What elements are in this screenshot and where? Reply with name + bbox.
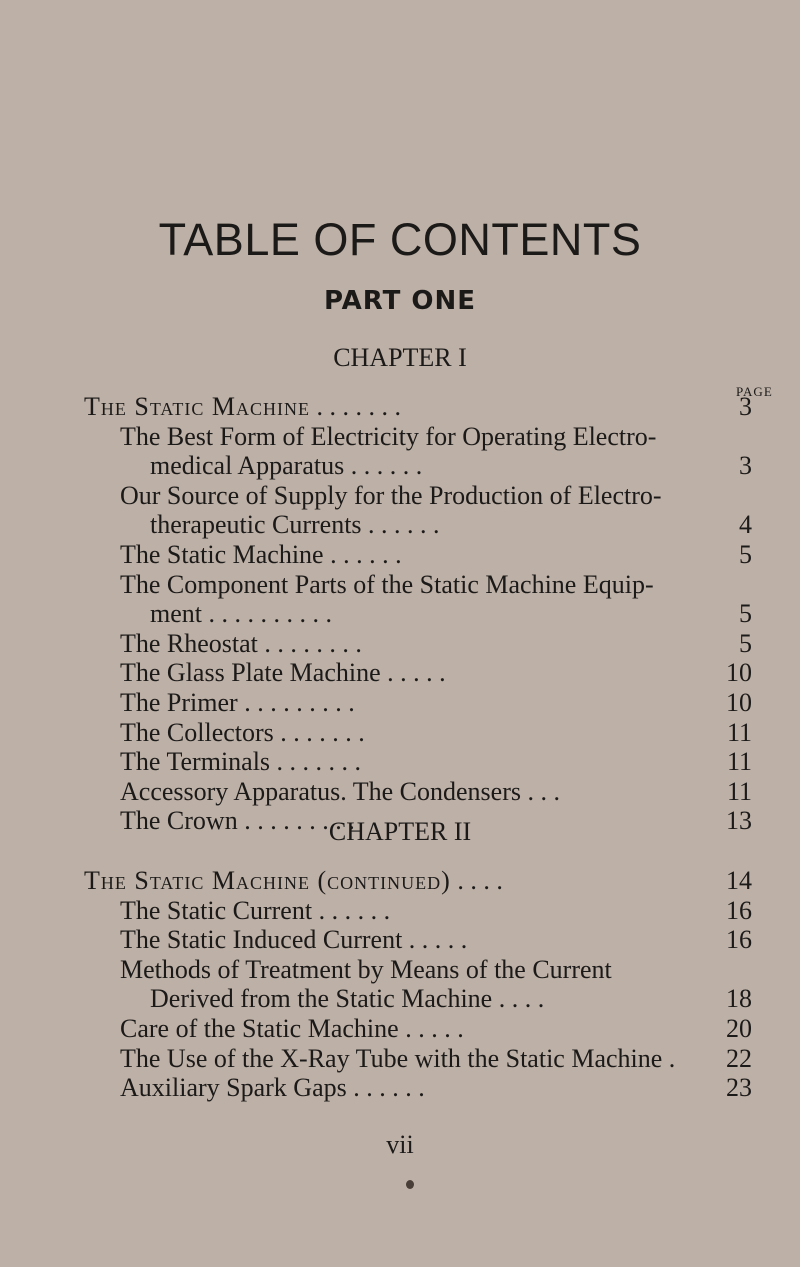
toc-page-number: 14 bbox=[726, 866, 752, 895]
toc-leader-dots: . . . . . . . bbox=[310, 392, 401, 421]
toc-entry-title: Methods of Treatment by Means of the Current bbox=[120, 955, 612, 984]
toc-entry bbox=[150, 599, 332, 629]
toc-entry bbox=[120, 658, 446, 688]
toc-entry bbox=[120, 1044, 675, 1074]
toc-entry-title: Care of the Static Machine bbox=[120, 1014, 399, 1043]
toc-leader-dots: . . . . . . bbox=[346, 1073, 425, 1102]
page-title: TABLE OF CONTENTS bbox=[158, 214, 642, 265]
toc-entry bbox=[120, 540, 402, 570]
chapter-heading: CHAPTER I bbox=[333, 343, 467, 372]
toc-entry bbox=[120, 718, 365, 748]
toc-leader-dots: . . . . . . bbox=[344, 451, 423, 480]
toc-entry-title: The Static Current bbox=[120, 896, 313, 925]
toc-entry-title: medical Apparatus bbox=[150, 451, 345, 480]
toc-leader-dots: . . . . . . bbox=[361, 510, 440, 539]
toc-page-number: 5 bbox=[739, 540, 752, 569]
toc-page-number: 5 bbox=[739, 629, 752, 658]
toc-page-number: 11 bbox=[726, 747, 752, 776]
toc-page-number: 16 bbox=[726, 925, 752, 954]
toc-entry bbox=[150, 510, 440, 540]
toc-entry bbox=[120, 1014, 464, 1044]
toc-page-number: 11 bbox=[726, 777, 752, 806]
toc-page-number: 3 bbox=[739, 451, 752, 480]
toc-entry bbox=[84, 866, 503, 896]
toc-leader-dots: . . . . . . . . bbox=[257, 629, 362, 658]
toc-entry-title: The Rheostat bbox=[120, 629, 258, 658]
toc-page-number: 3 bbox=[739, 392, 752, 421]
toc-page-number: 20 bbox=[726, 1014, 752, 1043]
toc-entry-title: The Best Form of Electricity for Operating Electro- bbox=[120, 422, 657, 451]
toc-leader-dots: . . . . . bbox=[380, 658, 446, 687]
toc-page-number: 22 bbox=[726, 1044, 752, 1073]
toc-entry-title: The Static Machine bbox=[84, 392, 310, 421]
toc-entry-title: therapeutic Currents bbox=[150, 510, 362, 539]
toc-entry bbox=[120, 955, 612, 985]
toc-entry-title: The Use of the X-Ray Tube with the Static Machine bbox=[120, 1044, 663, 1073]
toc-page-number: 5 bbox=[739, 599, 752, 628]
toc-page-number: 10 bbox=[726, 658, 752, 687]
toc-leader-dots: . . . . . . . . . bbox=[237, 806, 355, 835]
toc-entry-title: Auxiliary Spark Gaps bbox=[120, 1073, 347, 1102]
toc-leader-dots: . . . . . bbox=[398, 1014, 464, 1043]
toc-entry bbox=[120, 1073, 425, 1103]
toc-entry-title: The Collectors bbox=[120, 718, 274, 747]
toc-leader-dots: . . . . . . bbox=[323, 540, 402, 569]
toc-leader-dots: . . . . . . . bbox=[270, 747, 362, 776]
toc-entry bbox=[150, 451, 422, 481]
toc-leader-dots: . . . . bbox=[492, 984, 545, 1013]
toc-leader-dots: . . . . . bbox=[402, 925, 468, 954]
toc-entry bbox=[120, 688, 355, 718]
toc-page-number: 16 bbox=[726, 896, 752, 925]
toc-entry-title: Derived from the Static Machine bbox=[150, 984, 493, 1013]
ink-speck bbox=[406, 1180, 414, 1189]
toc-entry bbox=[120, 925, 467, 955]
toc-page-number: 18 bbox=[726, 984, 752, 1013]
toc-entry-title: The Static Induced Current bbox=[120, 925, 403, 954]
toc-leader-dots: . . . . . . . . . . bbox=[202, 599, 332, 628]
toc-entry bbox=[120, 629, 362, 659]
toc-entry-title: The Glass Plate Machine bbox=[120, 658, 381, 687]
toc-entry-title: The Crown bbox=[120, 806, 238, 835]
toc-entry bbox=[120, 777, 560, 807]
toc-leader-dots: . . . . . . . . . bbox=[237, 688, 355, 717]
toc-entry bbox=[120, 896, 390, 926]
page-number: vii bbox=[386, 1130, 414, 1159]
toc-page-number: 23 bbox=[726, 1073, 752, 1102]
chapter-heading: CHAPTER II bbox=[328, 817, 472, 846]
toc-entry bbox=[150, 984, 544, 1014]
toc-entry-title: The Terminals bbox=[120, 747, 271, 776]
toc-entry bbox=[120, 481, 662, 511]
toc-entry bbox=[120, 570, 654, 600]
toc-leader-dots: . bbox=[662, 1044, 676, 1073]
toc-page-number: 11 bbox=[726, 718, 752, 747]
toc-entry-title: The Static Machine (continued) bbox=[84, 866, 451, 895]
toc-entry-title: The Component Parts of the Static Machine Equip- bbox=[120, 570, 654, 599]
toc-leader-dots: . . . . bbox=[450, 866, 503, 895]
toc-leader-dots: . . . bbox=[520, 777, 560, 806]
toc-entry-title: Accessory Apparatus. The Condensers bbox=[120, 777, 521, 806]
toc-page-number: 10 bbox=[726, 688, 752, 717]
toc-entry-title: The Primer bbox=[120, 688, 238, 717]
toc-entry bbox=[84, 392, 401, 422]
toc-page-number: 13 bbox=[726, 806, 752, 835]
toc-leader-dots: . . . . . . bbox=[312, 896, 391, 925]
toc-entry bbox=[120, 747, 361, 777]
page-column-header: PAGE bbox=[736, 384, 773, 399]
toc-entry bbox=[120, 422, 656, 452]
toc-leader-dots: . . . . . . . bbox=[273, 718, 365, 747]
toc-entry-title: The Static Machine bbox=[120, 540, 324, 569]
toc-page-number: 4 bbox=[739, 510, 752, 539]
part-heading: PART ONE bbox=[323, 286, 477, 316]
toc-entry-title: ment bbox=[150, 599, 202, 628]
toc-entry-title: Our Source of Supply for the Production of Electro- bbox=[120, 481, 662, 510]
